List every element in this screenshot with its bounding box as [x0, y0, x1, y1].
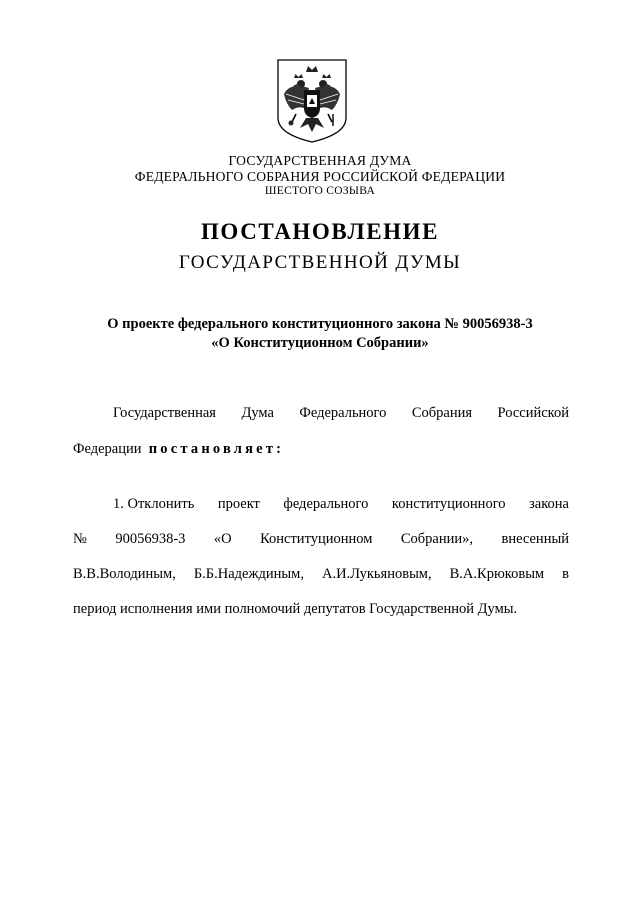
item1-line-4: период исполнения ими полномочий депутатов Государственной Думы.	[73, 601, 518, 617]
document-type: ПОСТАНОВЛЕНИЕ	[200, 219, 440, 244]
header-line-duma: ГОСУДАРСТВЕННАЯ ДУМА	[228, 153, 412, 168]
subject-line-2: «О Конституционном Собрании»	[211, 335, 429, 351]
word: «О	[213, 531, 232, 547]
word: Собрания	[411, 405, 473, 421]
item1-line-2	[73, 532, 569, 547]
word: федерального	[283, 496, 369, 512]
preamble-line-1	[113, 406, 569, 421]
resolves-phrase: постановляет:	[148, 441, 285, 457]
document-issuer: ГОСУДАРСТВЕННОЙ ДУМЫ	[178, 252, 462, 273]
word: Государственная	[113, 405, 216, 421]
coat-of-arms-icon	[276, 58, 348, 144]
item1-line-3	[73, 567, 569, 582]
word: Конституционном	[260, 531, 373, 547]
word: 1. Отклонить	[113, 496, 195, 512]
header-line-convocation: ШЕСТОГО СОЗЫВА	[264, 185, 376, 197]
word: проект	[217, 496, 260, 512]
word: Федерального	[299, 405, 387, 421]
word: закона	[529, 496, 569, 512]
preamble-line-2	[73, 442, 569, 457]
header-line-assembly: ФЕДЕРАЛЬНОГО СОБРАНИЯ РОССИЙСКОЙ ФЕДЕРАЦИИ	[134, 169, 506, 184]
word: В.А.Крюковым	[449, 566, 545, 582]
subject-line-1: О проекте федерального конституционного закона № 90056938-3	[107, 316, 533, 332]
word: Б.Б.Надеждиным,	[193, 566, 304, 582]
word: Собрании»,	[400, 531, 474, 547]
word: В.В.Володиным,	[73, 566, 176, 582]
item1-line-1	[113, 497, 569, 512]
word: конституционного	[391, 496, 506, 512]
word: Дума	[241, 405, 274, 421]
word: в	[562, 566, 569, 582]
word: внесенный	[501, 531, 569, 547]
word: №	[73, 531, 87, 547]
word: Российской	[497, 405, 569, 421]
word: 90056938-3	[115, 531, 186, 547]
word: А.И.Лукьяновым,	[321, 566, 432, 582]
word: Федерации	[73, 441, 142, 457]
